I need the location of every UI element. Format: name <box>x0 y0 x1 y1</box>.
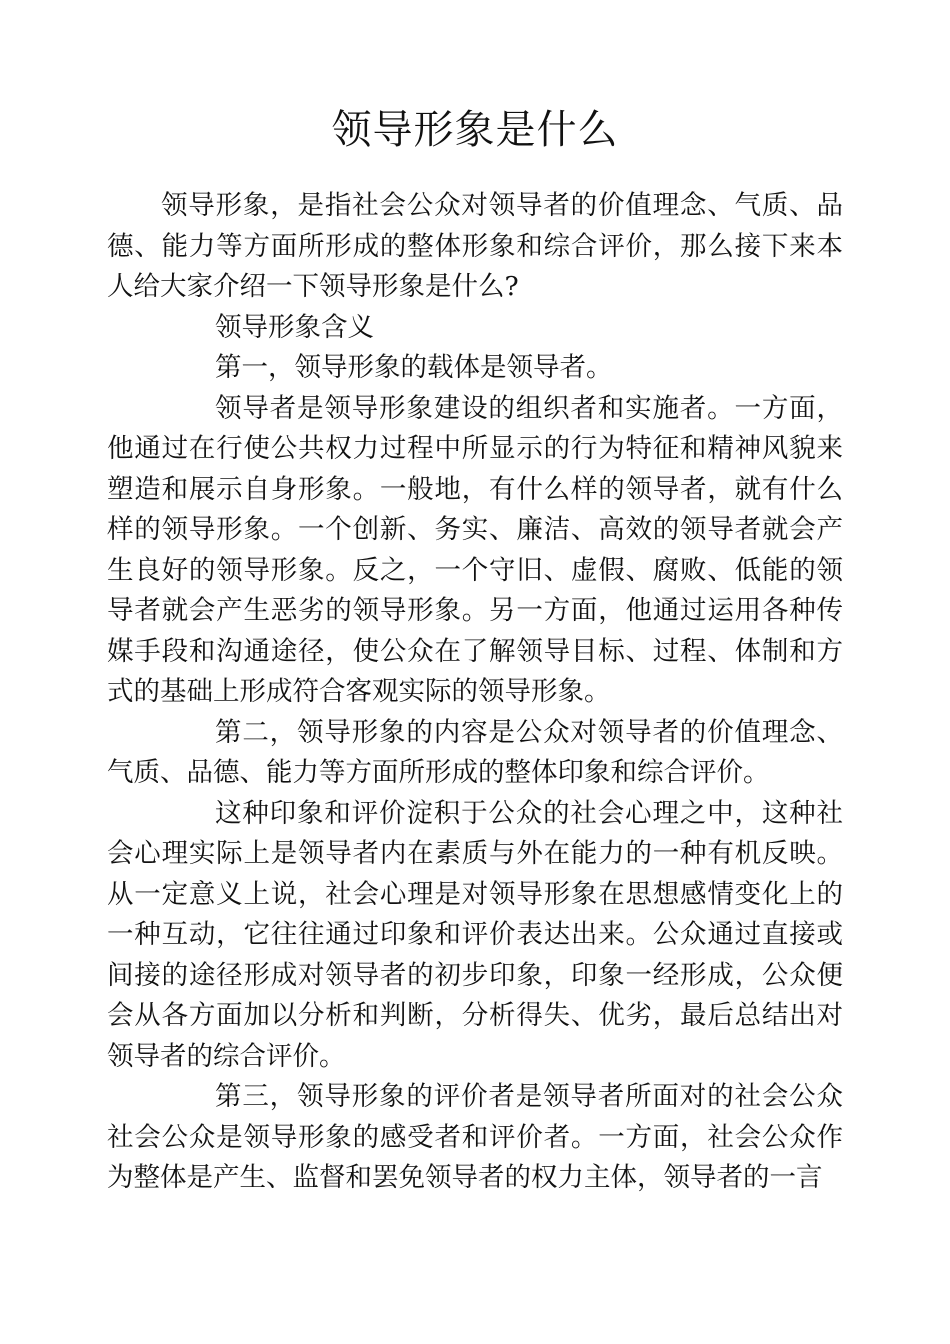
paragraph-point-one: 第一，领导形象的载体是领导者。 <box>215 352 613 383</box>
paragraph-point-three: 第三，领导形象的评价者是领导者所面对的社会公众社会公众是领导形象的感受者和评价者。一方面，社会公众作为整体是产生、监督和罢免领导者的权力主体，领导者的一言 <box>107 1081 843 1193</box>
paragraph-point-two: 第二，领导形象的内容是公众对领导者的价值理念、气质、品德、能力等方面所形成的整体印象和综合评价。 <box>107 716 843 788</box>
paragraph-point-one-detail: 领导者是领导形象建设的组织者和实施者。一方面，他通过在行使公共权力过程中所显示的行为特征和精神风貌来塑造和展示自身形象。一般地，有什么样的领导者，就有什么样的领导形象。一个创新、务实、廉洁、高效的领导者就会产生良好的领导形象。反之，一个守旧、虚假、腐败、低能的领导者就会产生恶劣的领导形象。另一方面，他通过运用各种传媒手段和沟通途径，使公众在了解领导目标、过程、体制和方式的基础上形成符合客观实际的领导形象。 <box>107 392 843 707</box>
paragraph-intro: 领导形象，是指社会公众对领导者的价值理念、气质、品德、能力等方面所形成的整体形象和综合评价，那么接下来本人给大家介绍一下领导形象是什么? <box>107 190 843 302</box>
document-title: 领导形象是什么 <box>331 107 619 153</box>
document-body <box>107 186 843 1199</box>
paragraph-heading-meaning: 领导形象含义 <box>215 311 374 343</box>
paragraph-point-two-detail: 这种印象和评价淀积于公众的社会心理之中，这种社会心理实际上是领导者内在素质与外在能力的一种有机反映。从一定意义上说，社会心理是对领导形象在思想感情变化上的一种互动，它往往通过印象和评价表达出来。公众通过直接或间接的途径形成对领导者的初步印象，印象一经形成，公众便会从各方面加以分析和判断，分析得失、优劣，最后总结出对领导者的综合评价。 <box>107 797 843 1072</box>
